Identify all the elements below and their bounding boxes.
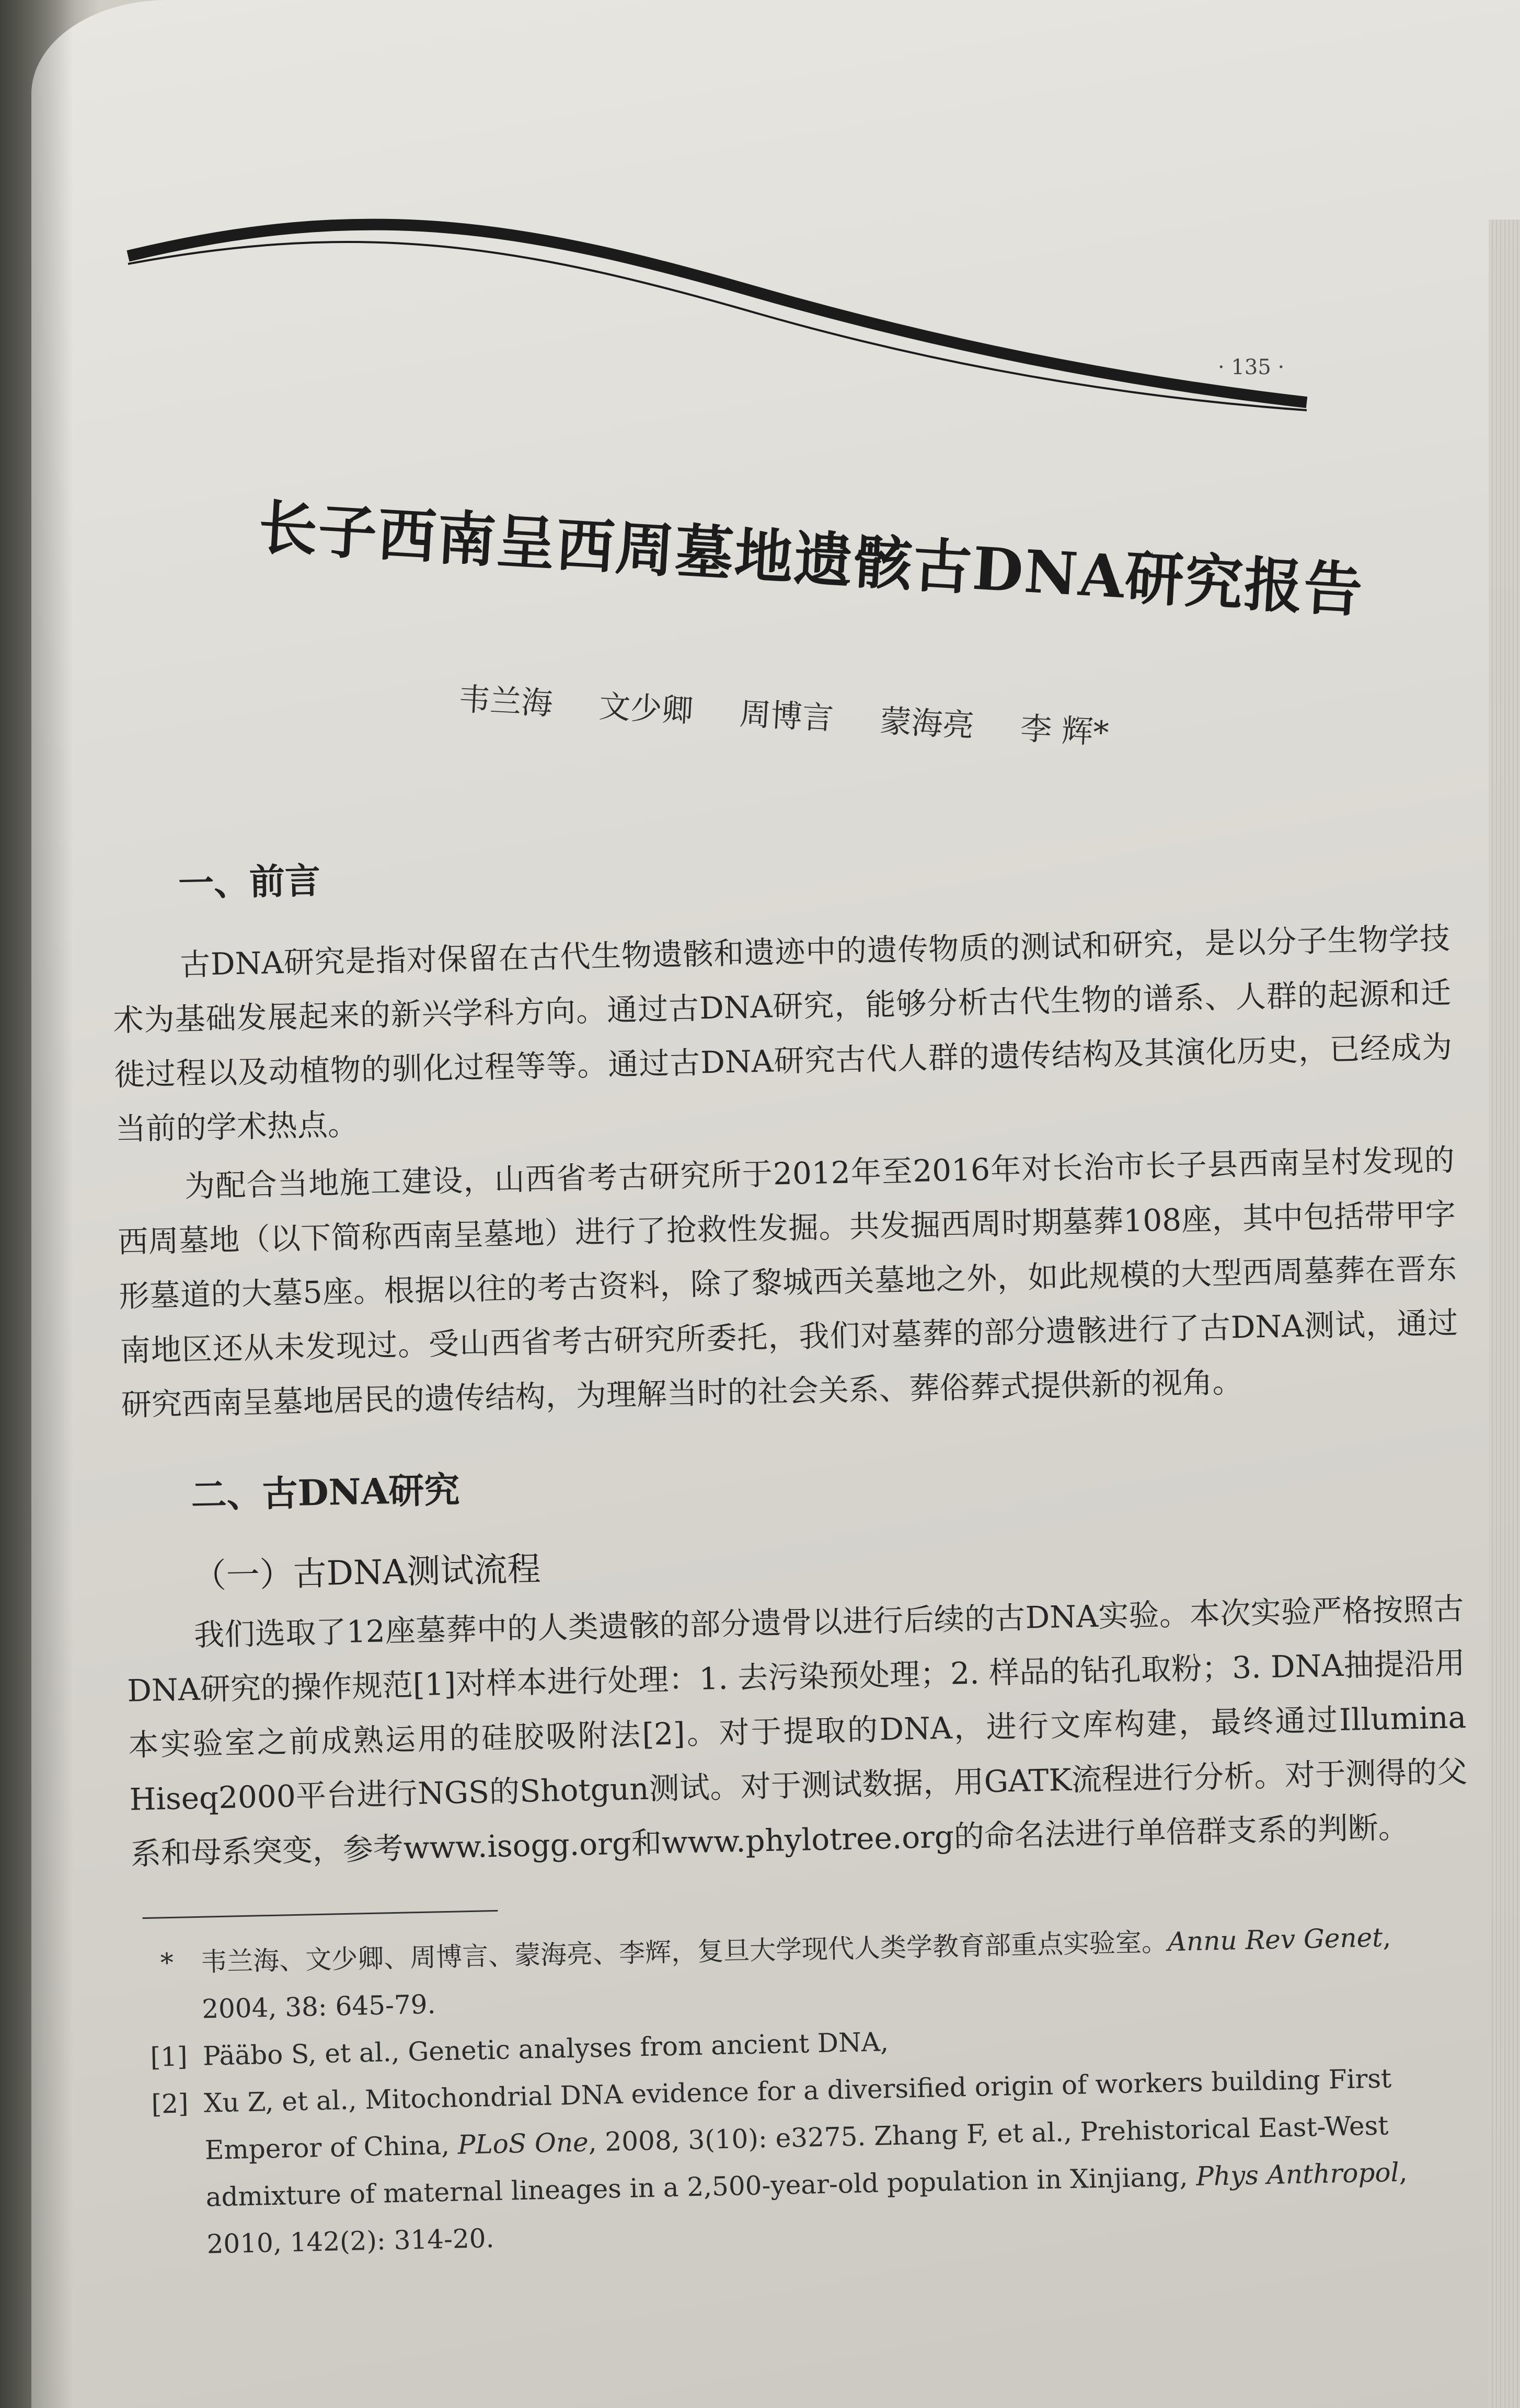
- footnote-journal: Phys Anthropol: [1195, 2157, 1400, 2192]
- footnote-journal: Annu Rev Genet: [1167, 1922, 1383, 1958]
- page-stack-edge: [1489, 219, 1520, 2408]
- page-number: · 135 ·: [1218, 355, 1285, 379]
- subsection-heading: （一）古DNA测试流程: [192, 1550, 542, 1596]
- footnote-text: 韦兰海、文少卿、周博言、蒙海亮、李辉，复旦大学现代人类学教育部重点实验室。: [200, 1927, 1168, 1977]
- footnote-divider: [143, 1910, 498, 1919]
- article-body: [110, 829, 1477, 2269]
- footnote-marker: [1]: [150, 2041, 188, 2073]
- paragraph: 古DNA研究是指对保留在古代生物遗骸和遗迹中的遗传物质的测试和研究，是以分子生物学技术为基础发展起来的新兴学科方向。通过古DNA研究，能够分析古代生物的谱系、人群的起源和迁徙过程以及动植物的驯化过程等等。通过古DNA研究古代人群的遗传结构及其演化历史，已经成为当前的学术热点。: [112, 920, 1453, 1147]
- paragraph: 为配合当地施工建设，山西省考古研究所于2012年至2016年对长治市长子县西南呈村发现的西周墓地（以下简称西南呈墓地）进行了抢救性发掘。共发掘西周时期墓葬108座，其中包括带甲字形墓道的大墓5座。根据以往的考古资料，除了黎城西关墓地之外，如此规模的大型西周墓葬在晋东南地区还从未发现过。受山西省考古研究所委托，我们对墓葬的部分遗骸进行了古DNA测试，通过研究西南呈墓地居民的遗传结构，为理解当时的社会关系、葬俗葬式提供新的视角。: [117, 1142, 1458, 1423]
- footnote-marker: *: [160, 1947, 174, 1978]
- footnote-text: Pääbo S, et al., Genetic analyses from ancient DNA,: [202, 2027, 889, 2071]
- section-heading: 一、前言: [178, 860, 321, 905]
- author: 韦兰海: [457, 680, 554, 723]
- author: 文少卿: [598, 688, 694, 730]
- footnote-text: Xu Z, et al., Mitochondrial DNA evidence for a diversified origin of workers building First Emperor of China,: [203, 2063, 1392, 2166]
- footnote-journal: PLoS One: [457, 2127, 589, 2160]
- section-heading: 二、古DNA研究: [190, 1469, 460, 1516]
- footnote-text: , 2008, 3(10): e3275. Zhang F, et al., Prehistorical East-West admixture of maternal lineages in a 2,500-year-old population in Xinjiang,: [205, 2110, 1389, 2213]
- paragraph: 我们选取了12座墓葬中的人类遗骸的部分遗骨以进行后续的古DNA实验。本次实验严格按照古DNA研究的操作规范[1]对样本进行处理：1. 去污染预处理；2. 样品的钻孔取粉；3. DNA抽提沿用本实验室之前成熟运用的硅胶吸附法[2]。对于提取的DNA，进行文库构建，最终通过Illumina Hiseq2000平台进行NGS的Shotgun测试。对于测试数据，用GATK流程进行分析。对于测得的父系和母系突变，参考www.isogg.org和www.phylotree.org的命名法进行单倍群支系的判断。: [126, 1591, 1468, 1872]
- footnotes: [132, 1912, 1477, 2269]
- footnote-text: , 2010, 142(2): 314-20.: [206, 2157, 1408, 2260]
- footnote-text: , 2004, 38: 645-79.: [201, 1922, 1391, 2024]
- footnote-item: [135, 2053, 1477, 2270]
- footnote-marker: [2]: [151, 2088, 189, 2120]
- article-title: 长子西南呈西周墓地遗骸古DNA研究报告: [257, 493, 1365, 626]
- author: 李 辉*: [1019, 710, 1110, 752]
- author: 蒙海亮: [879, 703, 975, 745]
- author: 周博言: [739, 696, 835, 737]
- header-swoosh-ornament: [0, 0, 1520, 470]
